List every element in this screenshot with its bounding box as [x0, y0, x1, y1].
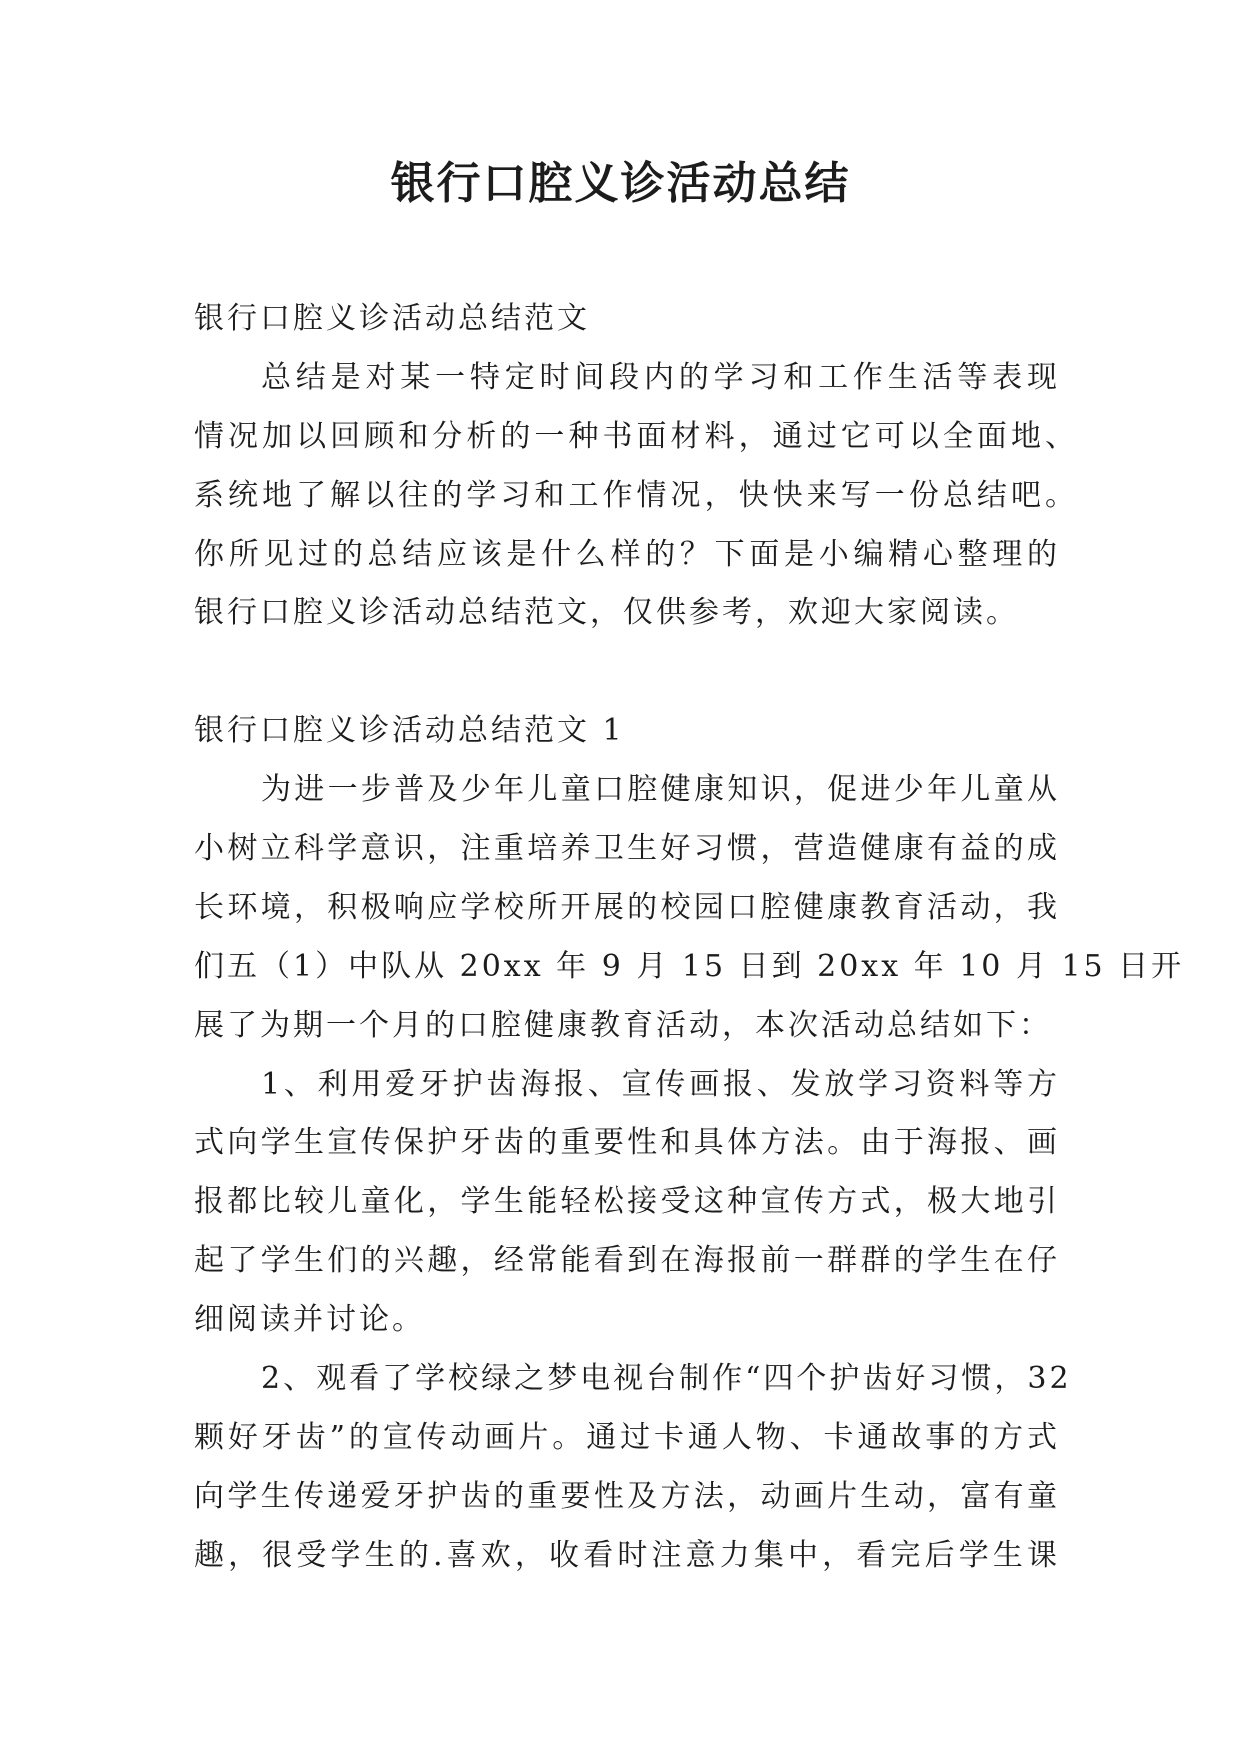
sample-paragraph-line: 展了为期一个月的口腔健康教育活动，本次活动总结如下：: [194, 1007, 1052, 1043]
sample-paragraph-item-1: [194, 1056, 1060, 1350]
blank-line: [194, 643, 1060, 702]
document-title: 银行口腔义诊活动总结: [390, 158, 851, 209]
sample-paragraph-line: 式向学生宣传保护牙齿的重要性和具体方法。由于海报、画: [194, 1125, 1060, 1161]
intro-paragraph-line: 系统地了解以往的学习和工作情况，快快来写一份总结吧。: [194, 477, 1078, 513]
intro-paragraph-line: 银行口腔义诊活动总结范文，仅供参考，欢迎大家阅读。: [194, 595, 1019, 631]
sample-heading: 银行口腔义诊活动总结范文 1: [194, 713, 625, 749]
sample-paragraph-line: 向学生传递爱牙护齿的重要性及方法，动画片生动，富有童: [194, 1478, 1060, 1514]
intro-paragraph-line: 总结是对某一特定时间段内的学习和工作生活等表现: [261, 359, 1060, 395]
sample-paragraph-line: 小树立科学意识，注重培养卫生好习惯，营造健康有益的成: [194, 831, 1060, 867]
intro-paragraph-line: 你所见过的总结应该是什么样的？下面是小编精心整理的: [194, 536, 1060, 572]
sample-paragraph-line: 报都比较儿童化，学生能轻松接受这种宣传方式，极大地引: [194, 1184, 1060, 1220]
intro-paragraph-line: 情况加以回顾和分析的一种书面材料，通过它可以全面地、: [194, 418, 1078, 454]
sample-paragraph-line: 起了学生们的兴趣，经常能看到在海报前一群群的学生在仔: [194, 1243, 1060, 1279]
sample-paragraph-line: 细阅读并讨论。: [194, 1302, 425, 1338]
intro-paragraph: [194, 349, 1078, 643]
sample-paragraph-line: 2、观看了学校绿之梦电视台制作“四个护齿好习惯，32: [261, 1361, 1072, 1397]
sample-paragraph-line: 1、利用爱牙护齿海报、宣传画报、发放学习资料等方: [261, 1066, 1060, 1102]
sample-paragraph-line: 为进一步普及少年儿童口腔健康知识，促进少年儿童从: [261, 772, 1060, 808]
sample-paragraph-item-2: [194, 1350, 1072, 1586]
sample-paragraph-line: 们五（1）中队从 20xx 年 9 月 15 日到 20xx 年 10 月 15 日开: [194, 948, 1185, 984]
document-body: [194, 290, 1185, 1586]
sample-paragraph-line: 颗好牙齿”的宣传动画片。通过卡通人物、卡通故事的方式: [194, 1419, 1060, 1455]
sample-paragraph-line: 长环境，积极响应学校所开展的校园口腔健康教育活动，我: [194, 889, 1060, 925]
sample-paragraph-line: 趣，很受学生的.喜欢，收看时注意力集中，看完后学生课: [194, 1537, 1060, 1573]
intro-heading: 银行口腔义诊活动总结范文: [194, 301, 590, 336]
sample-paragraph-intro: [194, 761, 1185, 1055]
